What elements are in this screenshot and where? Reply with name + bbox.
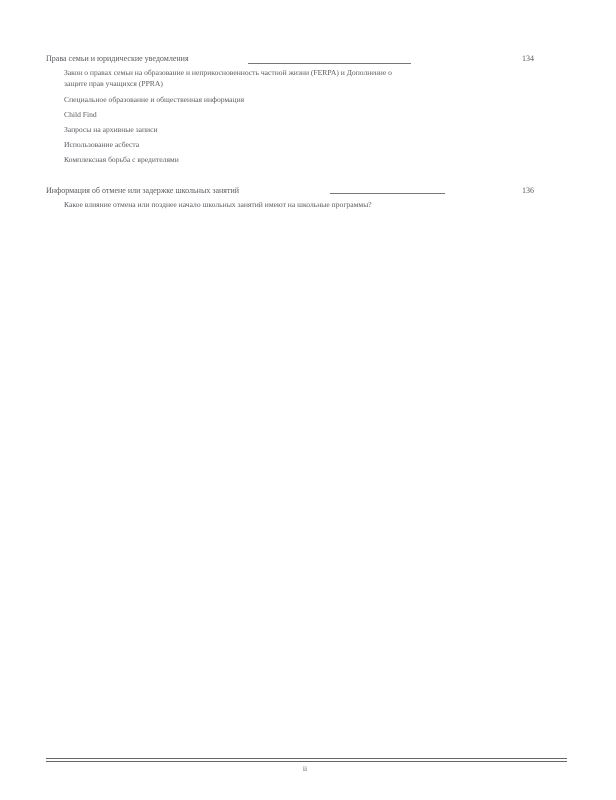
toc-subitem[interactable]: Child Find bbox=[64, 110, 97, 119]
toc-section-title[interactable]: Информация об отмене или задержке школьных занятий bbox=[46, 186, 240, 195]
toc-subitem[interactable]: Использование асбеста bbox=[64, 140, 140, 149]
toc-section-title[interactable]: Права семьи и юридические уведомления bbox=[46, 54, 189, 63]
toc-subitem[interactable]: Какое влияние отмена или позднее начало школьных занятий имеют на школьные программы? bbox=[64, 200, 372, 209]
toc-page-number: 136 bbox=[522, 186, 534, 195]
toc-subitem[interactable]: Закон о правах семьи на образование и неприкосновенность частной жизни (FERPA) и Дополнение о защите прав учащихся (PPRA) bbox=[64, 68, 392, 88]
toc-page-number: 134 bbox=[522, 54, 534, 63]
footer-page-number: ii bbox=[302, 764, 308, 773]
toc-subitem[interactable]: Специальное образование и общественная информация bbox=[64, 95, 245, 104]
footer-rule-top bbox=[46, 758, 567, 759]
leader-line bbox=[330, 193, 445, 194]
footer-rule-bottom bbox=[46, 761, 567, 762]
toc-subitem[interactable]: Запросы на архивные записи bbox=[64, 125, 158, 134]
leader-line bbox=[248, 63, 411, 64]
toc-subitem[interactable]: Комплексная борьба с вредителями bbox=[64, 155, 179, 164]
